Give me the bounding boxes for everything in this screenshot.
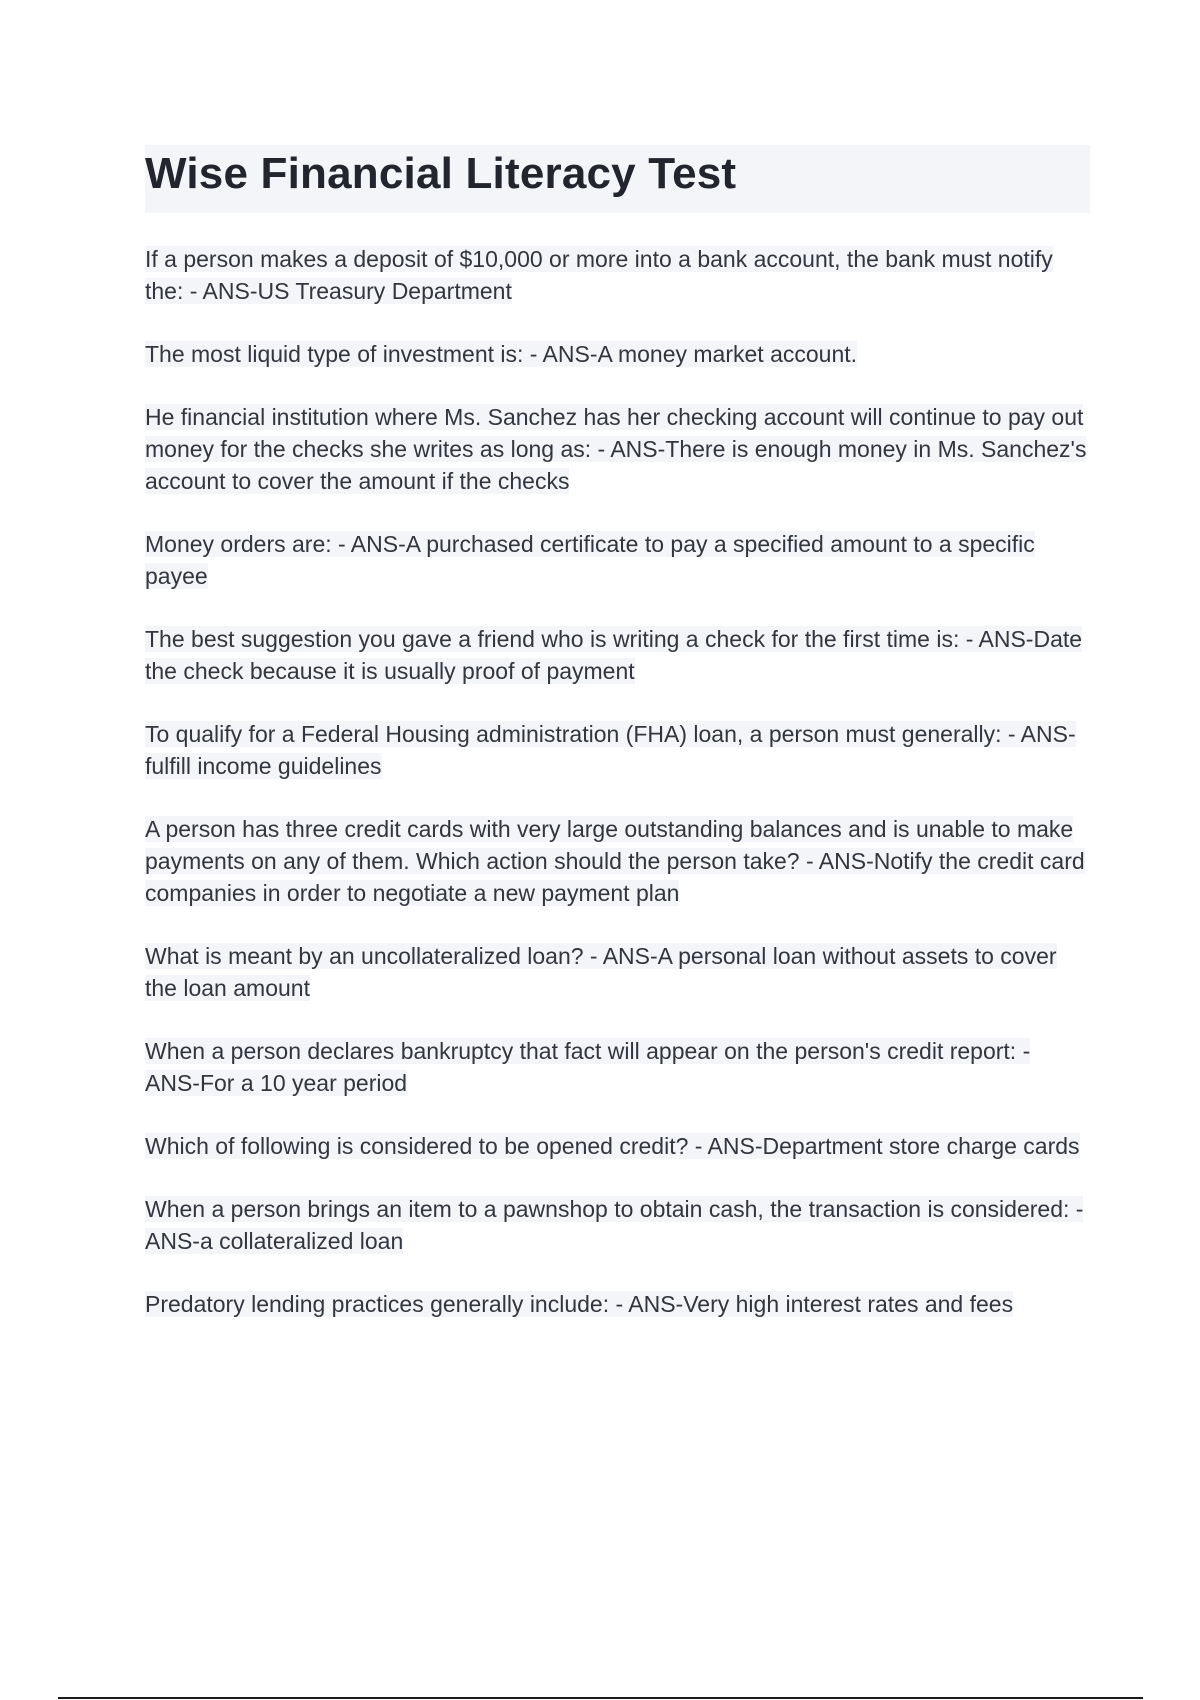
qa-item xyxy=(145,1035,1090,1099)
qa-text: To qualify for a Federal Housing administration (FHA) loan, a person must generally: - ANS-fulfill income guidelines xyxy=(145,721,1076,779)
qa-item xyxy=(145,1130,1090,1162)
qa-text: He financial institution where Ms. Sanchez has her checking account will continue to pay out money for the checks she writes as long as: - ANS-There is enough money in Ms. Sanchez's account to cover the amount if the checks xyxy=(145,404,1087,494)
qa-item xyxy=(145,1193,1090,1257)
qa-text: Predatory lending practices generally include: - ANS-Very high interest rates and fees xyxy=(145,1291,1014,1317)
qa-text: When a person brings an item to a pawnshop to obtain cash, the transaction is considered: - ANS-a collateralized loan xyxy=(145,1196,1084,1254)
qa-text: When a person declares bankruptcy that fact will appear on the person's credit report: - ANS-For a 10 year period xyxy=(145,1038,1031,1096)
qa-text: A person has three credit cards with very large outstanding balances and is unable to make payments on any of them. Which action should the person take? - ANS-Notify the credit card companies in order to negotiate a new payment plan xyxy=(145,816,1085,906)
qa-item xyxy=(145,338,1090,370)
qa-item xyxy=(145,1288,1090,1320)
qa-item xyxy=(145,940,1090,1004)
qa-text: If a person makes a deposit of $10,000 or more into a bank account, the bank must notify the: - ANS-US Treasury Department xyxy=(145,246,1053,304)
qa-list xyxy=(145,243,1090,1351)
qa-item xyxy=(145,401,1090,497)
qa-text: The best suggestion you gave a friend who is writing a check for the first time is: - ANS-Date the check because it is usually proof of payment xyxy=(145,626,1083,684)
qa-text: What is meant by an uncollateralized loan? - ANS-A personal loan without assets to cover the loan amount xyxy=(145,943,1057,1001)
page-divider xyxy=(58,1697,1143,1699)
qa-item xyxy=(145,243,1090,307)
qa-text: The most liquid type of investment is: - ANS-A money market account. xyxy=(145,341,858,367)
qa-item xyxy=(145,528,1090,592)
qa-text: Money orders are: - ANS-A purchased certificate to pay a specified amount to a specific payee xyxy=(145,531,1035,589)
qa-item xyxy=(145,813,1090,909)
qa-text: Which of following is considered to be opened credit? - ANS-Department store charge cards xyxy=(145,1133,1080,1159)
qa-item xyxy=(145,718,1090,782)
page-title: Wise Financial Literacy Test xyxy=(145,149,737,198)
title-box xyxy=(145,145,1090,213)
qa-item xyxy=(145,623,1090,687)
